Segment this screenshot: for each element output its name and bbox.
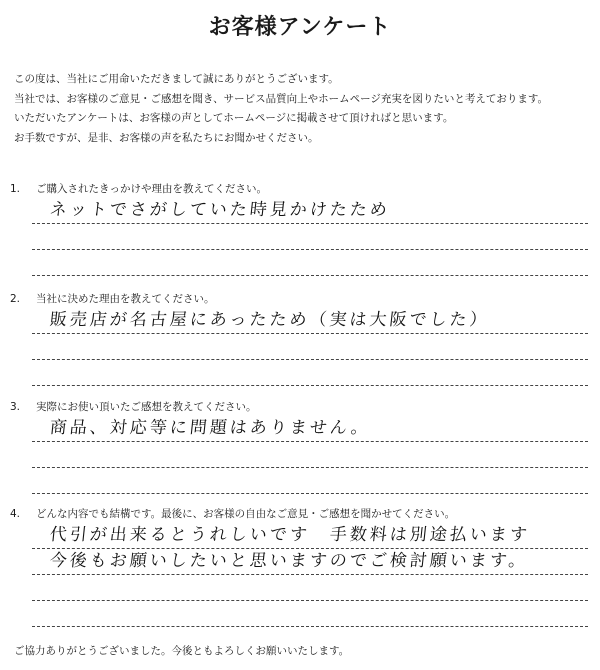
closing-text: ご協力ありがとうございました。今後ともよろしくお願いいたします。 [14, 645, 350, 657]
handwritten-answer: 販売店が名古屋にあったため（実は大阪でした） [48, 310, 491, 330]
handwritten-answer: 代引が出来るとうれしいです 手数料は別途払います [48, 525, 531, 545]
answer-line[interactable] [32, 468, 588, 494]
handwritten-answer: ネットでさがしていた時見かけたため [48, 200, 391, 220]
intro-line: お手数ですが、是非、お客様の声を私たちにお聞かせください。 [14, 131, 319, 144]
answer-line[interactable] [32, 334, 588, 360]
answer-line[interactable] [32, 601, 588, 627]
handwritten-answer: 商品、対応等に問題はありません。 [48, 418, 372, 438]
answer-line[interactable] [32, 549, 588, 575]
handwritten-answer: 今後もお願いしたいと思いますのでご検討願います。 [48, 551, 530, 571]
answer-area[interactable] [32, 308, 588, 386]
answer-area[interactable] [32, 523, 588, 627]
intro-line: いただいたアンケートは、お客様の声としてホームページに掲載させて頂ければと思います。 [14, 112, 454, 124]
answer-area[interactable] [32, 198, 588, 276]
question-number: 4. [10, 508, 21, 520]
intro-line: この度は、当社にご用命いただきまして誠にありがとうございます。 [14, 73, 339, 85]
answer-line[interactable] [32, 575, 588, 601]
question-1 [10, 180, 590, 276]
question-text: どんな内容でも結構です。最後に、お客様の自由なご意見・ご感想を聞かせてください。 [36, 508, 456, 520]
answer-line[interactable] [32, 416, 588, 442]
question-number: 2. [10, 293, 21, 305]
question-number: 3. [10, 401, 21, 413]
answer-area[interactable] [32, 416, 588, 494]
question-text: 実際にお使い頂いたご感想を教えてください。 [36, 401, 257, 413]
answer-line[interactable] [32, 360, 588, 386]
intro-line: 当社では、お客様のご意見・ご感想を聞き、サービス品質向上やホームページ充実を図りたいと考えております。 [14, 92, 549, 105]
page-title: お客様アンケート [208, 15, 392, 40]
question-number: 1. [10, 183, 21, 195]
question-3 [10, 398, 590, 494]
question-text: ご購入されたきっかけや理由を教えてください。 [36, 183, 267, 195]
question-text: 当社に決めた理由を教えてください。 [36, 293, 215, 305]
answer-line[interactable] [32, 198, 588, 224]
intro-text [14, 70, 594, 148]
question-4 [10, 505, 590, 627]
answer-line[interactable] [32, 250, 588, 276]
answer-line[interactable] [32, 442, 588, 468]
question-2 [10, 290, 590, 386]
answer-line[interactable] [32, 308, 588, 334]
answer-line[interactable] [32, 224, 588, 250]
